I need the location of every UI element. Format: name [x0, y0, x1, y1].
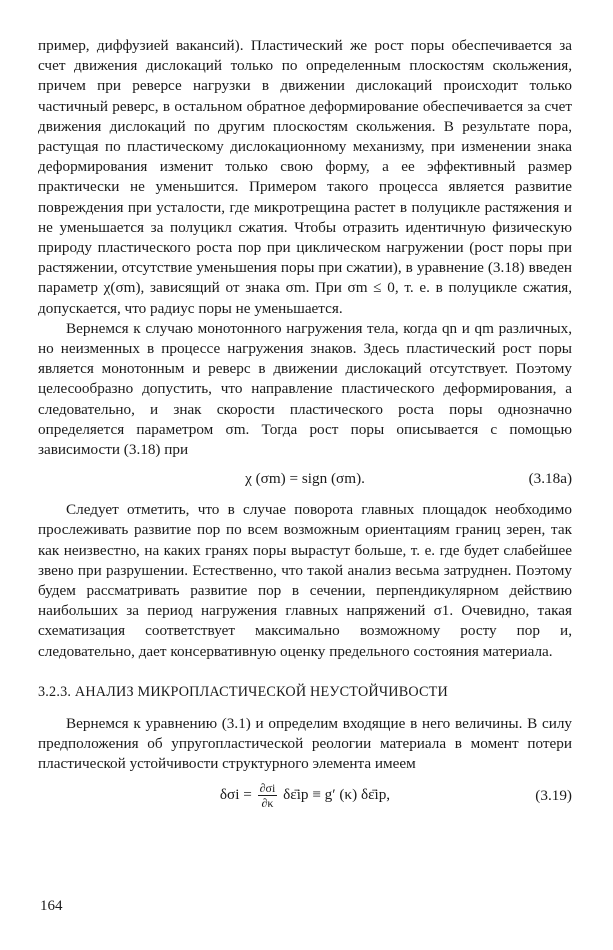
equation-3-19-rhs: δε̄ip ≡ g′ (κ) δε̄ip, — [283, 785, 391, 803]
paragraph-3: Следует отметить, что в случае поворота главных площадок необходимо прослеживать развитие пор по всем возможным ориентациям границ зерен, так как неизвестно, на каких гранях поры вырастут больше, т. е. где будет слабейшее звено при разрушении. Естественно, что такой анализ весьма затруднен. Поэтому будем рассматривать развитие пор в сечении, перпендикулярном действию наибольших за период нагружения главных напряжений σ1. Очевидно, такая схематизация соответствует максимально возможному росту пор и, следовательно, дает консервативную оценку предельного состояния материала. — [38, 501, 572, 660]
equation-3-18a-number: (3.18a) — [528, 470, 572, 488]
paragraph-bottom-block — [38, 714, 572, 775]
paragraph-1: пример, диффузией вакансий). Пластический же рост поры обеспечивается за счет движения дислокаций только по определенным плоскостям скольжения, причем при реверсе нагрузки в движении дислокаций происходит только частичный реверс, в остальном обратное деформирование обеспечивается за счет движения дислокаций по другим плоскостям скольжения. В результате пора, растущая по пластическому дислокационному механизму, при изменении знака деформирования изменит только свою форму, а ее эффективный размер практически не уменьшится. Примером такого процесса является развитие повреждения при усталости, где микротрещина растет в полуцикле растяжения и не уменьшается за полуцикл сжатия. Чтобы отразить идентичную физическую природу пластического роста пор при циклическом нагружении (рост поры при растяжении, отсутствие уменьшения поры при сжатии), в уравнение (3.18) введен параметр χ(σm), зависящий от знака σm. При σm ≤ 0, т. е. в полуцикле сжатия, допускается, что радиус поры не уменьшается. — [38, 37, 572, 317]
section-heading: 3.2.3. АНАЛИЗ МИКРОПЛАСТИЧЕСКОЙ НЕУСТОЙЧИВОСТИ — [38, 683, 448, 700]
equation-3-19-expr — [38, 781, 572, 810]
equation-3-19-fraction — [258, 781, 278, 810]
equation-3-18a-expr: χ (σm) = sign (σm). — [245, 470, 365, 488]
equation-3-19-number: (3.19) — [535, 786, 572, 804]
fraction-numerator: ∂σi — [259, 780, 276, 795]
paragraph-4: Вернемся к уравнению (3.1) и определим входящие в него величины. В силу предположения об упругопластической реологии материала в момент потери пластической устойчивости структурного элемента имеем — [38, 714, 572, 773]
equation-3-18a — [38, 460, 572, 500]
equation-3-19 — [38, 775, 572, 821]
paragraph-2: Вернемся к случаю монотонного нагружения тела, когда qn и qm различных, но неизменных в процессе нагружения знаков. Здесь пластический рост поры является монотонным и реверс в движении дислокаций отсутствует. Поэтому целесообразно допустить, что направление пластического деформирования, а следовательно, и знак скорости пластического роста поры однозначно определяется параметром σm. Тогда рост поры описывается с помощью зависимости (3.18) при — [38, 319, 572, 459]
fraction-denominator: ∂κ — [261, 795, 274, 810]
equation-3-19-lhs: δσi = — [219, 785, 252, 803]
page-number: 164 — [40, 898, 63, 914]
paragraphs-top — [38, 36, 572, 460]
page-content — [38, 36, 572, 821]
paragraph-mid-block — [38, 500, 572, 662]
